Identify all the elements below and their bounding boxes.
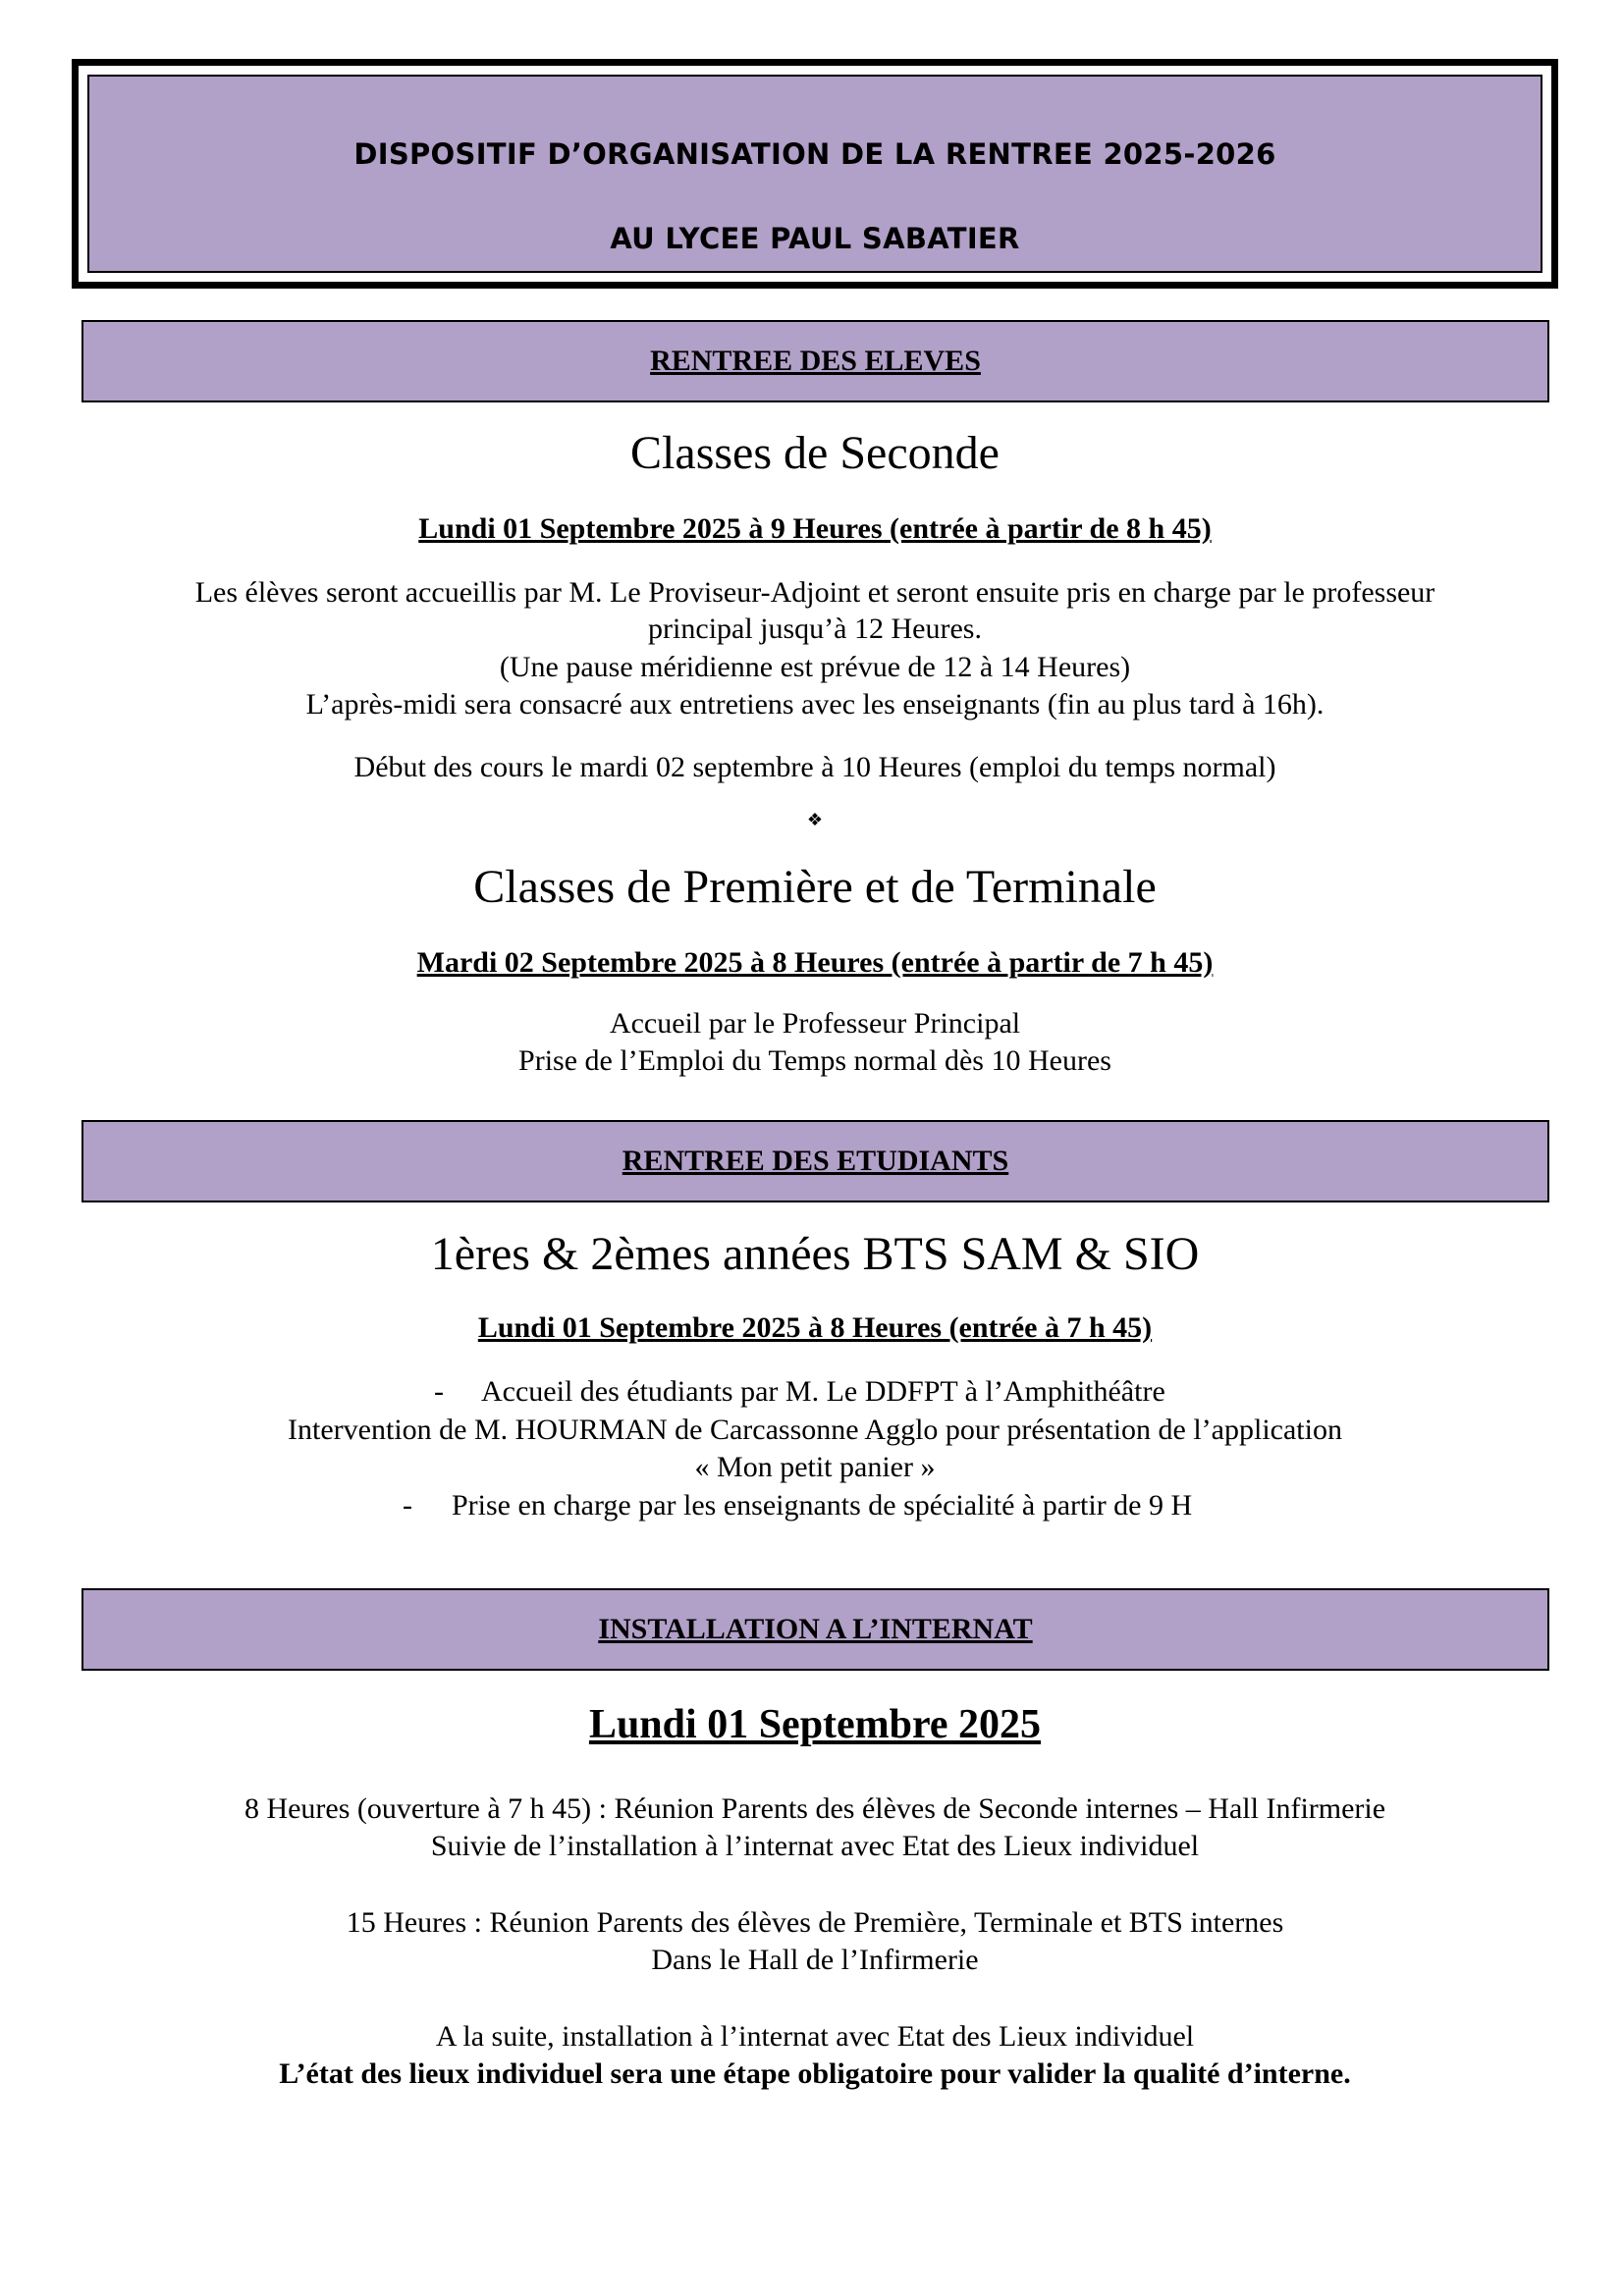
internat-text-line: A la suite, installation à l’internat avec Etat des Lieux individuel xyxy=(435,2020,1195,2053)
section-band-etudiants xyxy=(81,1120,1549,1202)
date-bts: Lundi 01 Septembre 2025 à 8 Heures (entrée à 7 h 45) xyxy=(477,1311,1153,1344)
seconde-text-line: (Une pause méridienne est prévue de 12 à 14 Heures) xyxy=(499,651,1131,683)
seconde-text-line: L’après-midi sera consacré aux entretiens avec les enseignants (fin au plus tard à 16h). xyxy=(305,688,1325,721)
internat-text-line: 15 Heures : Réunion Parents des élèves de Première, Terminale et BTS internes xyxy=(346,1906,1284,1939)
bts-item-1: Accueil des étudiants par M. Le DDFPT à l’Amphithéâtre xyxy=(481,1375,1165,1408)
title-line-1: DISPOSITIF D’ORGANISATION DE LA RENTREE 2025-2026 xyxy=(353,137,1276,171)
date-premiere-terminale: Mardi 02 Septembre 2025 à 8 Heures (entrée à partir de 7 h 45) xyxy=(416,946,1214,979)
diamond-separator-icon: ❖ xyxy=(806,810,824,829)
premiere-text-line: Accueil par le Professeur Principal xyxy=(609,1007,1021,1040)
seconde-text-line: principal jusqu’à 12 Heures. xyxy=(648,613,982,645)
bts-item-2: Prise en charge par les enseignants de spécialité à partir de 9 H xyxy=(452,1489,1193,1522)
section-title-eleves: RENTREE DES ELEVES xyxy=(650,345,981,377)
seconde-text-line: Les élèves seront accueillis par M. Le Proviseur-Adjoint et seront ensuite pris en charge par le professeur xyxy=(194,576,1435,609)
internat-text-line: 8 Heures (ouverture à 7 h 45) : Réunion Parents des élèves de Seconde internes – Hall Infirmerie xyxy=(243,1792,1386,1825)
section-band-eleves xyxy=(81,320,1549,402)
internat-emphasis: L’état des lieux individuel sera une étape obligatoire pour valider la qualité d’interne. xyxy=(279,2057,1351,2090)
internat-text-line: Dans le Hall de l’Infirmerie xyxy=(651,1944,979,1976)
title-line-2: AU LYCEE PAUL SABATIER xyxy=(610,222,1020,255)
heading-bts: 1ères & 2èmes années BTS SAM & SIO xyxy=(430,1228,1200,1280)
section-title-etudiants: RENTREE DES ETUDIANTS xyxy=(622,1145,1009,1177)
title-inner-panel xyxy=(87,75,1542,273)
bts-item-1-continued: « Mon petit panier » xyxy=(694,1451,936,1483)
document-title-box xyxy=(72,59,1558,289)
heading-seconde: Classes de Seconde xyxy=(630,427,1000,479)
internat-text-line: Suivie de l’installation à l’internat avec Etat des Lieux individuel xyxy=(430,1830,1200,1862)
date-seconde: Lundi 01 Septembre 2025 à 9 Heures (entrée à partir de 8 h 45) xyxy=(418,512,1212,545)
bullet-dash: - xyxy=(403,1489,412,1522)
premiere-text-line: Prise de l’Emploi du Temps normal dès 10 Heures xyxy=(518,1044,1111,1077)
bullet-dash: - xyxy=(434,1375,444,1408)
section-title-internat: INSTALLATION A L’INTERNAT xyxy=(598,1613,1033,1645)
bts-item-1-continued: Intervention de M. HOURMAN de Carcassonne Agglo pour présentation de l’application xyxy=(288,1414,1342,1446)
seconde-text-line: Début des cours le mardi 02 septembre à 10 Heures (emploi du temps normal) xyxy=(353,751,1276,783)
section-band-internat xyxy=(81,1588,1549,1671)
internat-day: Lundi 01 Septembre 2025 xyxy=(588,1702,1042,1747)
heading-premiere-terminale: Classes de Première et de Terminale xyxy=(473,861,1157,913)
